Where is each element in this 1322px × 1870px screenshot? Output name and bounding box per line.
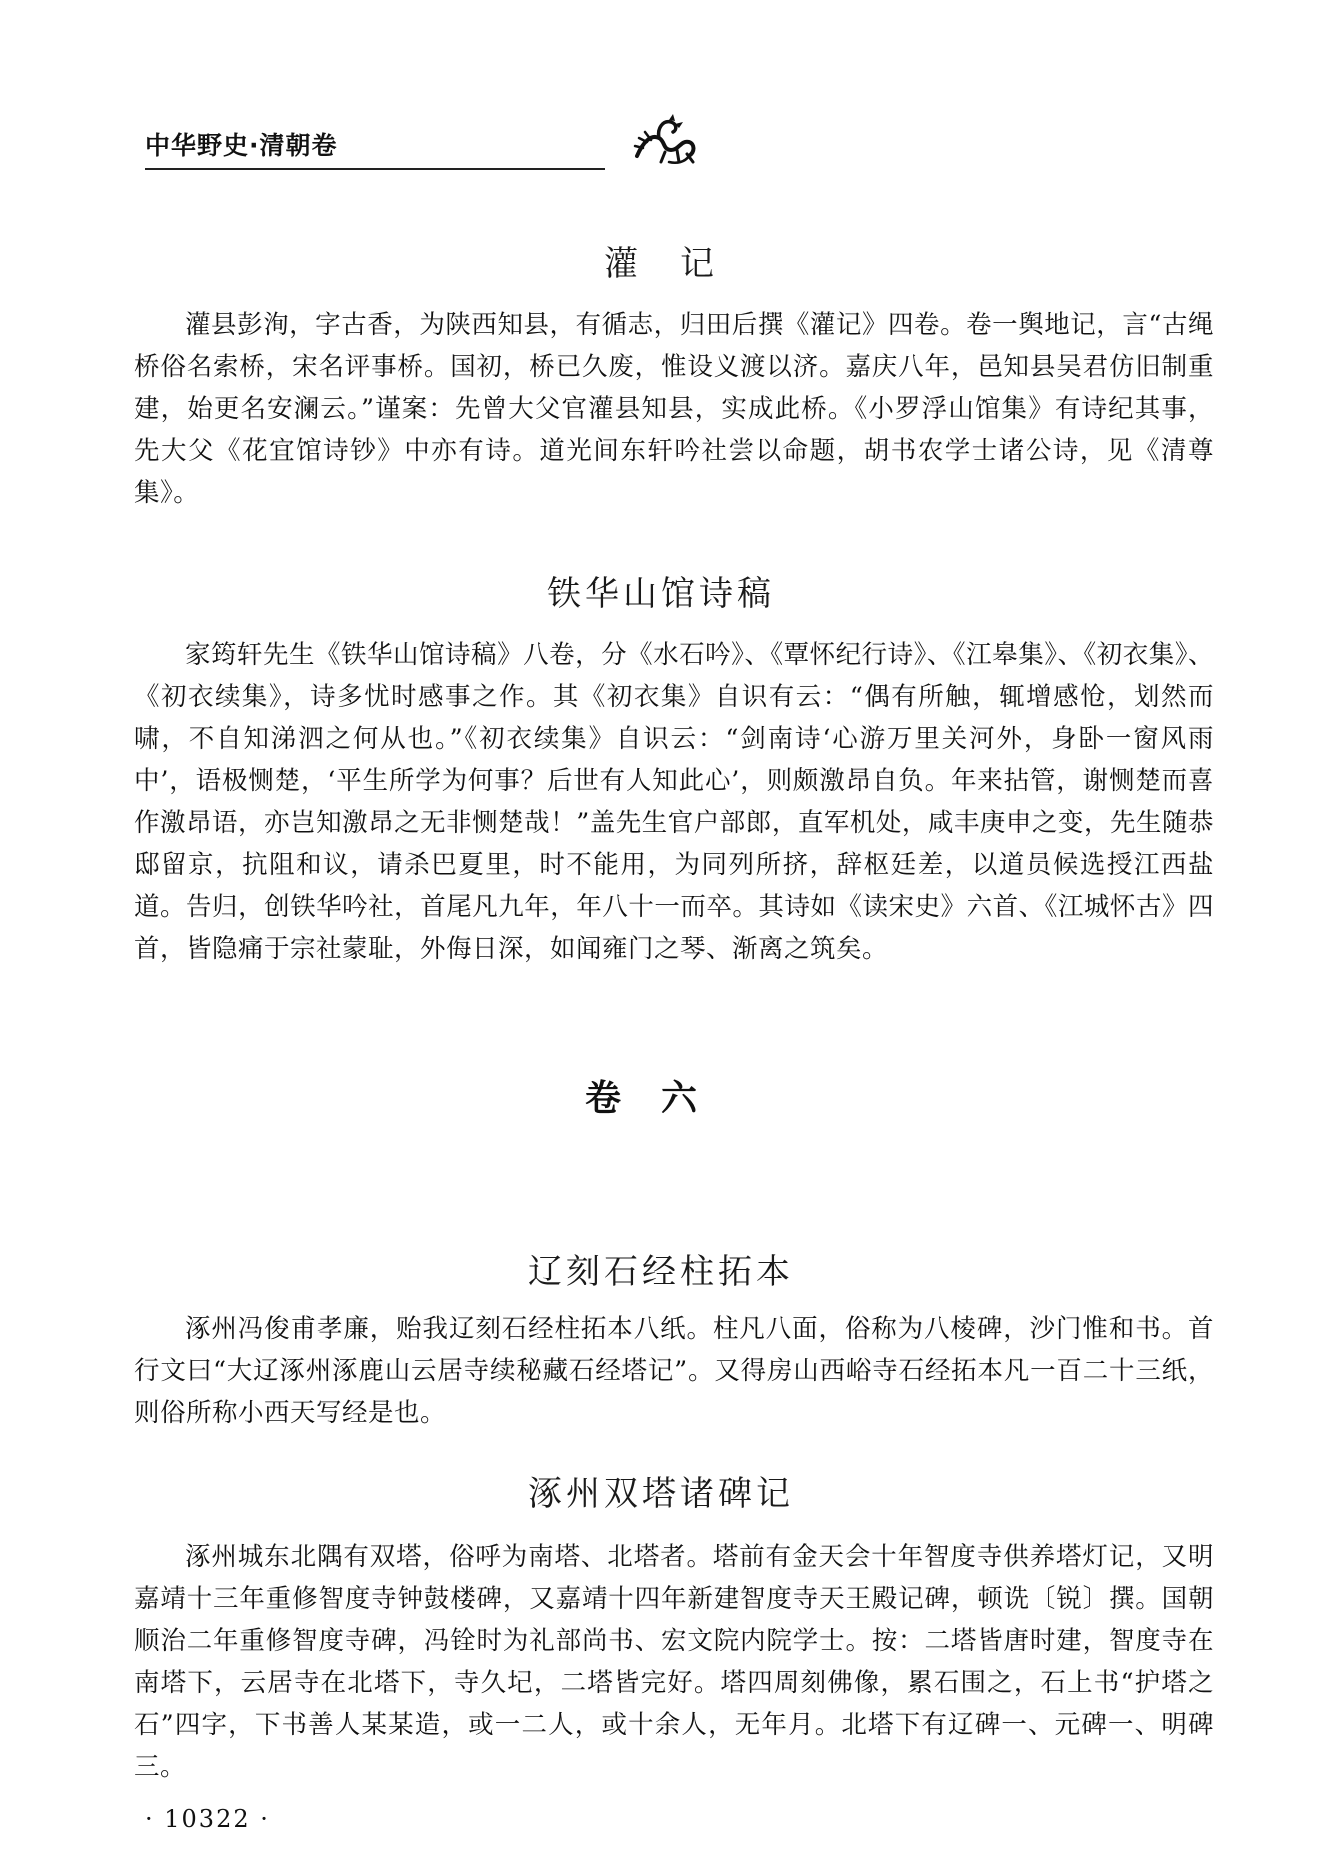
volume-title: 卷六: [584, 1078, 737, 1119]
book-title: 中华野史·清朝卷: [145, 131, 338, 160]
section-paragraph-liaoke: 涿州冯俊甫孝廉，贻我辽刻石经柱拓本八纸。柱凡八面，俗称为八棱碑，沙门惟和书。首行文曰“大辽涿州涿鹿山云居寺续秘藏石经塔记”。又得房山西峪寺石经拓本凡一百二十三纸，则俗所称小西天写经是也。: [134, 1314, 1214, 1428]
section-paragraph-guanji: 灌县彭洵，字古香，为陕西知县，有循志，归田后撰《灌记》四卷。卷一舆地记，言“古绳桥俗名索桥，宋名评事桥。国初，桥已久废，惟设义渡以济。嘉庆八年，邑知县吴君仿旧制重建，始更名安澜云。”谨案：先曾大父官灌县知县，实成此桥。《小罗浮山馆集》有诗纪其事，先大父《花宜馆诗钞》中亦有诗。道光间东轩吟社尝以命题，胡书农学士诸公诗，见《清尊集》。: [134, 310, 1214, 508]
section-title-tiehua: 铁华山馆诗稿: [547, 574, 775, 614]
section-paragraph-shuangta: 涿州城东北隅有双塔，俗呼为南塔、北塔者。塔前有金天会十年智度寺供养塔灯记，又明嘉靖十三年重修智度寺钟鼓楼碑，又嘉靖十四年新建智度寺天王殿记碑，顿诜〔锐〕撰。国朝顺治二年重修智度寺碑，冯铨时为礼部尚书、宏文院内院学士。按：二塔皆唐时建，智度寺在南塔下，云居寺在北塔下，寺久圮，二塔皆完好。塔四周刻佛像，累石围之，石上书“护塔之石”四字，下书善人某某造，或一二人，或十余人，无年月。北塔下有辽碑一、元碑一、明碑三。: [134, 1542, 1214, 1782]
dragon-emblem-icon: [629, 112, 701, 168]
section-paragraph-tiehua: 家筠轩先生《铁华山馆诗稿》八卷，分《水石吟》、《覃怀纪行诗》、《江皋集》、《初衣集》、《初衣续集》，诗多忧时感事之作。其《初衣集》自识有云：“偶有所触，辄增感怆，划然而啸，不自知涕泗之何从也。”《初衣续集》自识云：“剑南诗‘心游万里关河外，身卧一窗风雨中’，语极恻楚，‘平生所学为何事？后世有人知此心’，则颇激昂自负。年来拈管，谢恻楚而喜作激昂语，亦岂知激昂之无非恻楚哉！”盖先生官户部郎，直军机处，咸丰庚申之变，先生随恭邸留京，抗阻和议，请杀巴夏里，时不能用，为同列所挤，辞枢廷差，以道员候选授江西盐道。告归，创铁华吟社，首尾凡九年，年八十一而卒。其诗如《读宋史》六首、《江城怀古》四首，皆隐痛于宗社蒙耻，外侮日深，如闻雍门之琴、渐离之筑矣。: [134, 640, 1214, 964]
section-title-liaoke: 辽刻石经柱拓本: [528, 1252, 794, 1292]
running-header: [145, 112, 1245, 176]
header-rule: [145, 168, 605, 170]
section-title-shuangta: 涿州双塔诸碑记: [528, 1474, 794, 1514]
page-number: · 10322 ·: [145, 1805, 270, 1833]
section-title-guanji: 灌 记: [604, 244, 718, 284]
